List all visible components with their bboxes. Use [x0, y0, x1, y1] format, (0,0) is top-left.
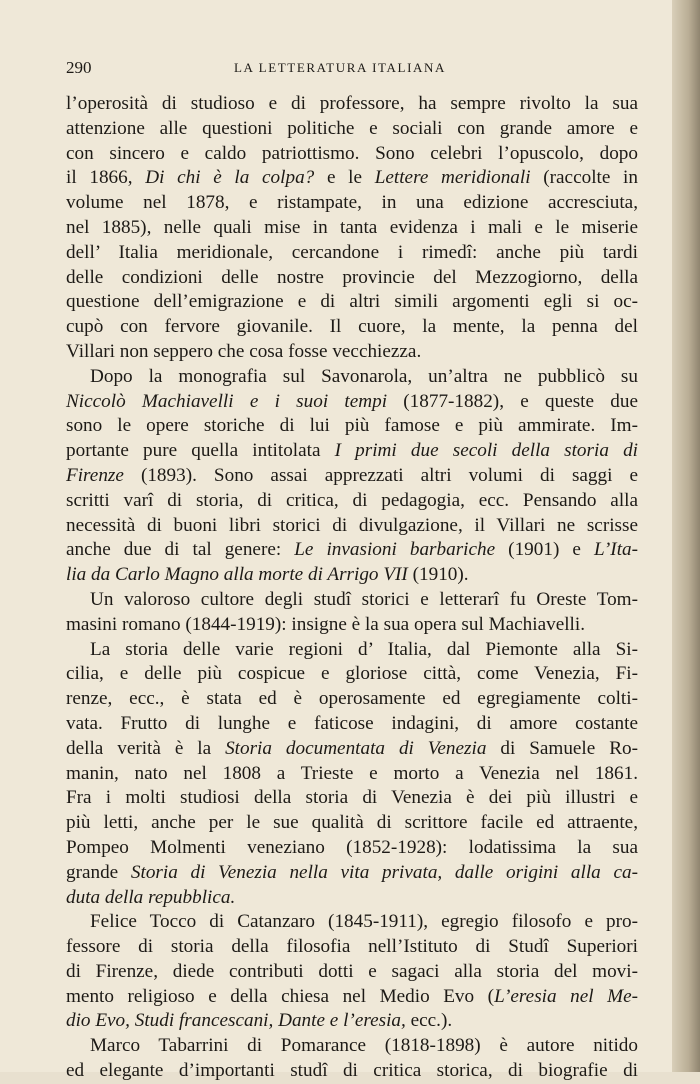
text-run: mento religioso e della chiesa nel Medio Evo ( — [66, 985, 495, 1007]
running-head — [66, 58, 638, 78]
text-run: necessità di buoni libri storici di divulgazione, il Villari ne scrisse — [66, 514, 638, 536]
text-run: e le — [314, 167, 375, 189]
text-run: vata. Frutto di lunghe e faticose indagini, di amore costante — [66, 712, 638, 734]
italic-title: Storia documentata di Venezia — [225, 737, 487, 759]
text-line — [66, 960, 638, 985]
page-number: 290 — [66, 58, 92, 77]
text-line — [66, 489, 638, 514]
text-run: (1893). Sono assai apprezzati altri volumi di saggi e — [123, 464, 638, 486]
text-line — [66, 613, 638, 638]
text-run: il 1866, — [66, 167, 146, 189]
text-line — [66, 811, 638, 836]
text-run: Villari non seppero che cosa fosse vecchiezza. — [66, 340, 422, 362]
text-run: scritti varî di storia, di critica, di pedagogia, ecc. Pensando alla — [66, 489, 638, 511]
text-line — [66, 514, 638, 539]
text-run: l’operosità di studioso e di professore, ha sempre rivolto la sua — [66, 93, 638, 114]
text-run: dell’ Italia meridionale, cercandone i rimedî: anche più tardi — [66, 241, 638, 263]
text-run: Felice Tocco di Catanzaro (1845-1911), egregio filosofo e pro- — [90, 911, 638, 933]
text-run: di Firenze, diede contributi dotti e sagaci alla storia del movi- — [66, 960, 638, 982]
text-line — [66, 414, 638, 439]
text-run: delle condizioni delle nostre provincie del Mezzogiorno, della — [66, 266, 638, 288]
text-line — [66, 638, 638, 663]
italic-title: dio Evo, Studi francescani, Dante e l’eresia, — [66, 1010, 406, 1032]
text-line — [66, 266, 638, 291]
text-line — [66, 836, 638, 861]
running-title: LA LETTERATURA ITALIANA — [234, 60, 446, 75]
text-line — [66, 216, 638, 241]
text-line — [66, 390, 638, 415]
italic-title: Le invasioni barbariche — [294, 539, 496, 561]
text-line — [66, 340, 638, 365]
text-line — [66, 662, 638, 687]
text-run: anche due di tal genere: — [66, 539, 295, 561]
text-line — [66, 1034, 638, 1059]
italic-title: I primi due secoli della storia di — [334, 440, 638, 462]
text-line — [66, 92, 638, 117]
text-run: Marco Tabarrini di Pomarance (1818-1898) è autore nitido — [90, 1035, 638, 1057]
text-run: questione dell’emigrazione e di altri simili argomenti egli si oc- — [66, 291, 638, 313]
italic-title: Firenze — [66, 464, 124, 486]
text-run: attenzione alle questioni politiche e sociali con grande amore e — [66, 117, 638, 139]
text-run: volume nel 1878, e ristampate, in una edizione accresciuta, — [66, 192, 638, 214]
italic-title: duta della repubblica. — [66, 886, 236, 908]
text-line — [66, 886, 638, 911]
text-line — [66, 117, 638, 142]
text-line — [66, 439, 638, 464]
text-line — [66, 687, 638, 712]
text-line — [66, 861, 638, 886]
text-run: di Samuele Ro- — [486, 737, 638, 759]
text-run: (1877-1882), e queste due — [387, 390, 638, 412]
text-line — [66, 563, 638, 588]
text-run: Dopo la monografia sul Savonarola, un’altra ne pubblicò su — [90, 365, 638, 387]
text-run: portante pure quella intitolata — [66, 440, 335, 462]
text-run: cilia, e delle più cospicue e gloriose città, come Venezia, Fi- — [66, 663, 638, 685]
text-run: con sincero e caldo patriottismo. Sono celebri l’opuscolo, dopo — [66, 142, 638, 164]
text-run: Fra i molti studiosi della storia di Venezia è dei più illustri e — [66, 787, 638, 809]
text-run: sono le opere storiche di lui più famose e più ammirate. Im- — [66, 415, 638, 437]
text-line — [66, 538, 638, 563]
text-line — [66, 985, 638, 1010]
text-run: ecc.). — [405, 1010, 453, 1032]
text-line — [66, 365, 638, 390]
text-run: (1901) e — [495, 539, 594, 561]
italic-title: L’Ita- — [593, 539, 639, 561]
book-gutter — [672, 0, 700, 1072]
text-run: masini romano (1844-1919): insigne è la sua opera sul Machiavelli. — [66, 613, 585, 635]
text-line — [66, 1059, 638, 1084]
italic-title: Niccolò Machiavelli e i suoi tempi — [66, 390, 388, 412]
text-line — [66, 166, 638, 191]
text-line — [66, 142, 638, 167]
text-line — [66, 464, 638, 489]
text-run: (raccolte in — [530, 167, 638, 189]
text-line — [66, 290, 638, 315]
text-line — [66, 1009, 638, 1034]
text-run: fessore di storia della filosofia nell’Istituto di Studî Superiori — [66, 936, 638, 958]
text-line — [66, 241, 638, 266]
text-run: della verità è la — [66, 737, 226, 759]
text-run: La storia delle varie regioni d’ Italia, dal Piemonte alla Si- — [90, 638, 638, 660]
text-run: Pompeo Molmenti veneziano (1852-1928): lodatissima la sua — [66, 836, 638, 858]
text-line — [66, 737, 638, 762]
italic-title: lia da Carlo Magno alla morte di Arrigo VII — [66, 564, 408, 586]
text-line — [66, 315, 638, 340]
text-run: manin, nato nel 1808 a Trieste e morto a Venezia nel 1861. — [66, 762, 638, 784]
text-line — [66, 935, 638, 960]
text-line — [66, 588, 638, 613]
text-line — [66, 191, 638, 216]
body-text — [66, 92, 638, 1084]
text-run: più letti, anche per le sue qualità di scrittore facile ed attraente, — [66, 812, 638, 834]
text-run: grande — [66, 861, 131, 883]
text-run: (1910). — [407, 564, 469, 586]
italic-title: Storia di Venezia nella vita privata, dalle origini alla ca- — [130, 861, 638, 883]
italic-title: Lettere meridionali — [374, 167, 531, 189]
text-line — [66, 712, 638, 737]
italic-title: Di chi è la colpa? — [145, 167, 315, 189]
text-line — [66, 910, 638, 935]
italic-title: L’eresia nel Me- — [494, 985, 639, 1007]
text-run: renze, ecc., è stata ed è operosamente ed egregiamente colti- — [66, 688, 638, 710]
text-run: Un valoroso cultore degli studî storici e letterarî fu Oreste Tom- — [90, 588, 638, 610]
text-line — [66, 786, 638, 811]
text-line — [66, 762, 638, 787]
text-run: ed elegante d’importanti studî di critica storica, di biografie di — [66, 1060, 638, 1082]
text-run: nel 1885), nelle quali mise in tanta evidenza i mali e le miserie — [66, 216, 638, 238]
text-run: cupò con fervore giovanile. Il cuore, la mente, la penna del — [66, 316, 638, 338]
